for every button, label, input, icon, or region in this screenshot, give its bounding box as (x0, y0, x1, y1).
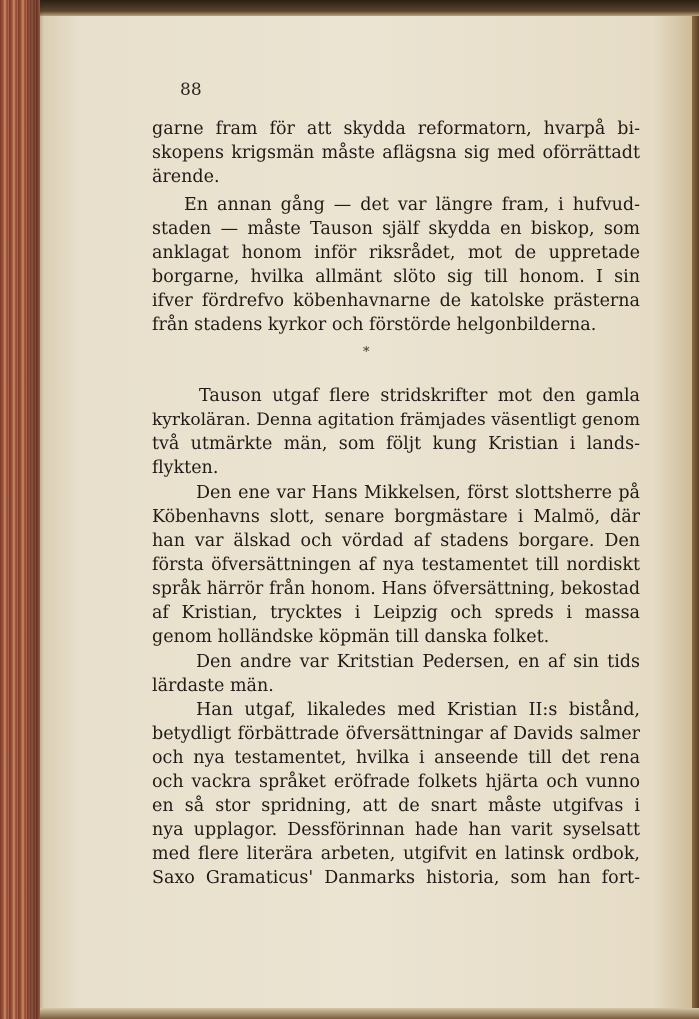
text-line: En annan gång — det var längre fram, i hufvud- (184, 195, 640, 215)
text-line: från stadens kyrkor och förstörde helgonbilderna. (152, 315, 597, 335)
text-line: språk härrör från honom. Hans öfversättning, bekostad (152, 579, 640, 599)
text-line: och vackra språket eröfrade folkets hjärta och vunno (152, 772, 640, 792)
text-line: af Kristian, trycktes i Leipzig och spreds i massa (152, 603, 640, 623)
text-line: kyrkoläran. Denna agitation främjades väsentligt genom (152, 410, 640, 430)
text-line: skopens krigsmän måste aflägsna sig med oförrättadt (152, 143, 640, 163)
text-line: lärdaste män. (152, 676, 274, 696)
text-line: och nya testamentet, hvilka i anseende till det rena (152, 748, 640, 768)
text-line: ärende. (152, 167, 220, 187)
text-line: betydligt förbättrade öfversättningar af Davids salmer (152, 724, 640, 744)
text-line: han var älskad och vördad af stadens borgare. Den (152, 531, 640, 551)
text-line: garne fram för att skydda reformatorn, hvarpå bi- (152, 119, 640, 139)
text-line: staden — måste Tauson själf skydda en biskop, som (152, 219, 640, 239)
text-line: genom holländske köpmän till danska folket. (152, 627, 550, 647)
text-line: en så stor spridning, att de snart måste utgifvas i (152, 796, 640, 816)
text-line: borgarne, hvilka allmänt slöto sig till honom. I sin (152, 267, 640, 287)
text-line: nya upplagor. Dessförinnan hade han varit syselsatt (152, 820, 640, 840)
text-line: flykten. (152, 458, 219, 478)
text-line: två utmärkte män, som följt kung Kristian i lands- (152, 434, 640, 454)
book-right-edge (692, 16, 699, 1019)
page-number: 88 (180, 80, 202, 100)
book-bottom-edge (40, 1008, 699, 1019)
text-line: första öfversättningen af nya testamentet till nordiskt (152, 555, 640, 575)
text-line: Saxo Gramaticus' Danmarks historia, som han fort- (152, 868, 640, 888)
gutter-shadow (30, 0, 44, 1019)
text-line: Den ene var Hans Mikkelsen, först slottsherre på (196, 483, 640, 503)
text-line: Han utgaf, likaledes med Kristian II:s bistånd, (196, 700, 640, 720)
book-top-edge (0, 0, 699, 16)
text-line: Den andre var Kritstian Pedersen, en af sin tids (196, 652, 640, 672)
text-line: ifver fördrefvo köbenhavnarne de katolske prästerna (152, 291, 640, 311)
text-line: Tauson utgaf flere stridskrifter mot den gamla (199, 386, 640, 406)
text-line: med flere literära arbeten, utgifvit en latinsk ordbok, (152, 844, 640, 864)
text-line: anklagat honom inför riksrådet, mot de uppretade (152, 243, 640, 263)
section-separator: * (363, 345, 370, 360)
text-line: Köbenhavns slott, senare borgmästare i Malmö, där (152, 507, 640, 527)
